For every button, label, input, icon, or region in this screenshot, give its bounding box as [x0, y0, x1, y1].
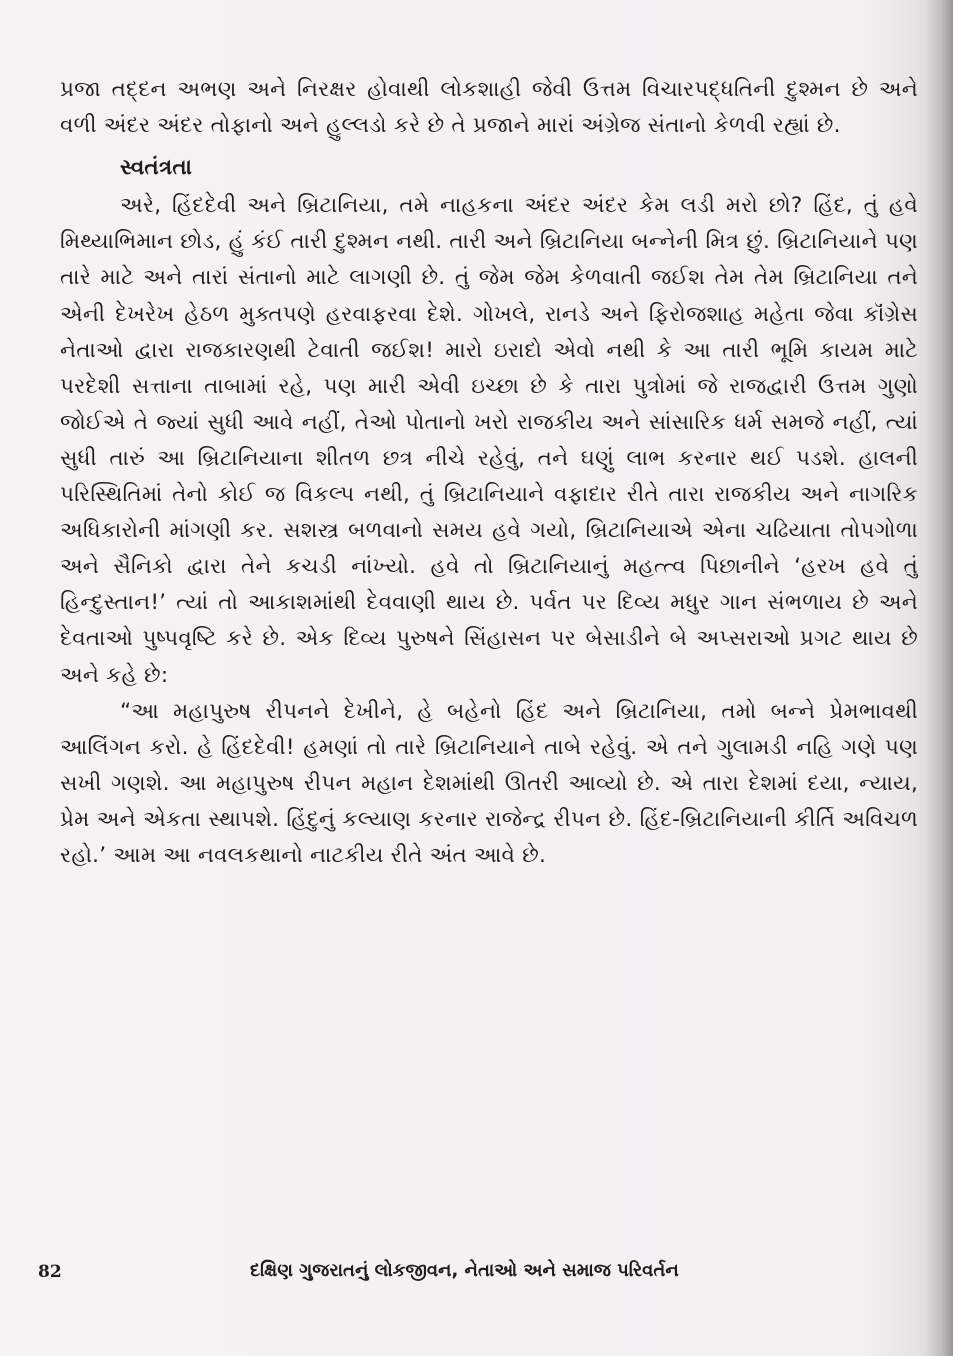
section-heading: સ્વતંત્રતા: [120, 155, 193, 181]
quoted-paragraph: “આ મહાપુરુષ રીપનને દેખીને, હે બહેનો હિંદ અને બ્રિટાનિયા, તમો બન્ને પ્રેમભાવથી આલિંગન કરો. હે હિંદદેવી! હમણાં તો તારે બ્રિટાનિયાને તાબે રહેવું. એ તને ગુલામડી નહિ ગણે પણ સખી ગણશે. આ મહાપુરુષ રીપન મહાન દેશમાંથી ઊતરી આવ્યો છે. એ તારા દેશમાં દયા, ન્યાય, પ્રેમ અને એકતા સ્થાપશે. હિંદુનું કલ્યાણ કરનાર રાજેન્દ્ર રીપન છે. હિંદ-બ્રિટાનિયાની કીર્તિ અવિચળ રહો.’ આમ આ નવલકથાનો નાટકીય રીતે અંત આવે છે.: [60, 698, 918, 868]
page-body: [60, 72, 918, 874]
page-edge-shadow: [925, 0, 953, 1356]
paragraph: અરે, હિંદદેવી અને બ્રિટાનિયા, તમે નાહકના અંદર અંદર કેમ લડી મરો છો? હિંદ, તું હવે મિથ્યાભિમાન છોડ, હું કંઈ તારી દુશ્મન નથી. તારી અને બ્રિટાનિયા બન્નેની મિત્ર છું. બ્રિટાનિયાને પણ તારે માટે અને તારાં સંતાનો માટે લાગણી છે. તું જેમ જેમ કેળવાતી જઈશ તેમ તેમ બ્રિટાનિયા તને એની દેખરેખ હેઠળ મુક્તપણે હરવાફરવા દેશે. ગોખલે, રાનડે અને ફિરોજશાહ મહેતા જેવા કૉંગ્રેસ નેતાઓ દ્વારા રાજકારણથી ટેવાતી જઈશ! મારો ઇરાદો એવો નથી કે આ તારી ભૂમિ કાયમ માટે પરદેશી સત્તાના તાબામાં રહે, પણ મારી એવી ઇચ્છા છે કે તારા પુત્રોમાં જે રાજદ્વારી ઉત્તમ ગુણો જોઈએ તે જ્યાં સુધી આવે નહીં, તેઓ પોતાનો ખરો રાજકીય અને સાંસારિક ધર્મ સમજે નહીં, ત્યાં સુધી તારું આ બ્રિટાનિયાના શીતળ છત્ર નીચે રહેવું, તને ઘણું લાભ કરનાર થઈ પડશે. હાલની પરિસ્થિતિમાં તેનો કોઈ જ વિકલ્પ નથી, તું બ્રિટાનિયાને વફાદાર રીતે તારા રાજકીય અને નાગરિક અધિકારોની માંગણી કર. સશસ્ત્ર બળવાનો સમય હવે ગયો, બ્રિટાનિયાએ એના ચઢિયાતા તોપગોળા અને સૈનિકો દ્વારા તેને કચડી નાંખ્યો. હવે તો બ્રિટાનિયાનું મહત્ત્વ પિછાનીને ‘હરખ હવે તું હિન્દુસ્તાન!’ ત્યાં તો આકાશમાંથી દેવવાણી થાય છે. પર્વત પર દિવ્ય મધુર ગાન સંભળાય છે અને દેવતાઓ પુષ્પવૃષ્ટિ કરે છે. એક દિવ્ય પુરુષને સિંહાસન પર બેસાડીને બે અપ્સરાઓ પ્રગટ થાય છે અને કહે છે:: [60, 193, 918, 688]
paragraph: પ્રજા તદ્દન અભણ અને નિરક્ષર હોવાથી લોકશાહી જેવી ઉત્તમ વિચારપદ્ધતિની દુશ્મન છે અને વળી અંદર અંદર તોફાનો અને હુલ્લડો કરે છે તે પ્રજાને મારાં અંગ્રેજ સંતાનો કેળવી રહ્યાં છે.: [60, 77, 918, 139]
page-number: 82: [38, 1262, 62, 1282]
page-footer: [38, 1262, 918, 1292]
running-title: દક્ષિણ ગુજરાતનું લોકજીવન, નેતાઓ અને સમાજ પરિવર્તન: [250, 1260, 679, 1281]
